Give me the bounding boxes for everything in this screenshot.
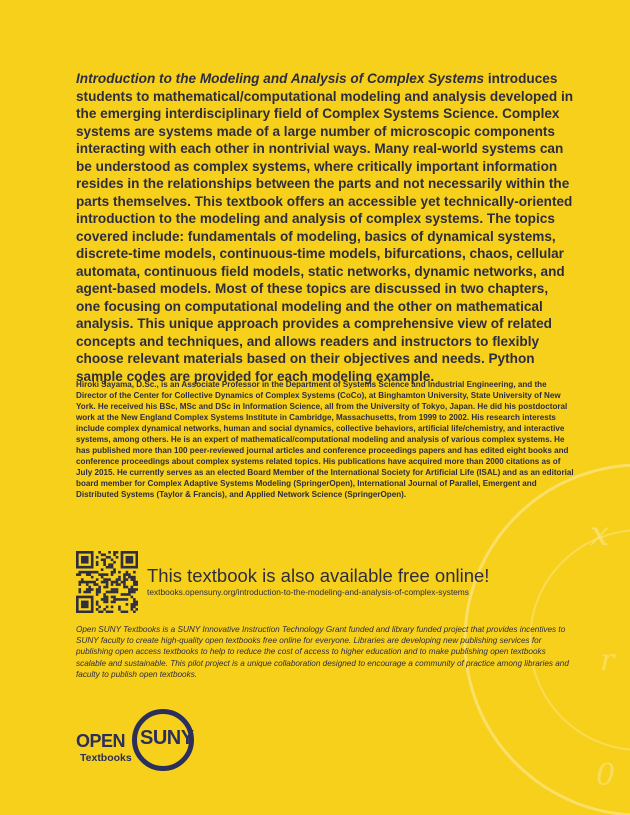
open-suny-logo — [76, 705, 216, 775]
back-cover-blurb — [76, 70, 576, 385]
qr-code[interactable] — [76, 551, 138, 613]
svg-text:r: r — [600, 643, 615, 678]
svg-text:0: 0 — [596, 758, 616, 793]
author-bio: Hiroki Sayama, D.Sc., is an Associate Professor in the Department of Systems Science and Industrial Engineering, and the Director of the Center for Collective Dynamics of Complex Systems (CoCo), at Binghamton University, State University of New York. He received his BSc, MSc and DSc in Information Science, all from the University of Tokyo, Japan. He did his postdoctoral work at the New England Complex Systems Institute in Cambridge, Massachusetts, from 1999 to 2002. His research interests include complex dynamical networks, human and social dynamics, collective behaviors, artificial life/chemistry, and interactive systems, among others. He is an expert of mathematical/computational modeling and analysis of various complex systems. He has published more than 100 peer-reviewed journal articles and conference proceedings papers and has edited eight books and conference proceedings about complex systems related topics. His publications have acquired more than 2000 citations as of July 2015. He currently serves as an elected Board Member of the International Society for Artificial Life (ISAL) and as an editorial board member for Complex Adaptive Systems Modeling (SpringerOpen), International Journal of Parallel, Emergent and Distributed Systems (Taylor & Francis), and Applied Network Science (SpringerOpen). — [76, 380, 574, 499]
logo-suny-text: SUNY — [140, 727, 194, 749]
open-suny-note: Open SUNY Textbooks is a SUNY Innovative Instruction Technology Grant funded and library funded project that provides incentives to SUNY faculty to create high-quality open textbooks free online for everyone. Libraries are developing new publishing services for publishing open access textbooks to help to reduce the cost of access to higher education and to make publishing open textbooks scalable and sustainable. This pilot project is a unique collaboration designed to encourage a community of practice among libraries and faculty to publish open textbooks. — [76, 625, 569, 679]
svg-text:x: x — [590, 514, 610, 554]
blurb-text: introduces students to mathematical/computational modeling and analysis developed in the emerging interdisciplinary field of Complex Systems Science. Complex systems are systems made of a large number of microscopic components interacting with each other in nontrivial ways. Many real-world systems can be understood as complex systems, where critically important information resides in the relationships between the parts and not necessarily within the parts themselves. This textbook offers an accessible yet technically-oriented introduction to the modeling and analysis of complex systems. The topics covered include: fundamentals of modeling, basics of dynamical systems, discrete-time models, continuous-time models, bifurcations, chaos, cellular automata, continuous field models, static networks, dynamic networks, and agent-based models. Most of these topics are discussed in two chapters, one focusing on computational modeling and the other on mathematical analysis. This unique approach provides a comprehensive view of related concepts and techniques, and allows readers and instructors to flexibly choose relevant materials based on their objectives and needs. Python sample codes are provided for each modeling example. — [76, 71, 574, 384]
logo-textbooks-text: Textbooks — [80, 752, 132, 764]
logo-open-text: OPEN — [76, 731, 126, 751]
free-online-heading: This textbook is also available free online! — [147, 565, 490, 586]
free-online-url[interactable]: textbooks.opensuny.org/introduction-to-the-modeling-and-analysis-of-complex-systems — [147, 587, 469, 597]
book-title: Introduction to the Modeling and Analysis of Complex Systems — [76, 71, 485, 86]
